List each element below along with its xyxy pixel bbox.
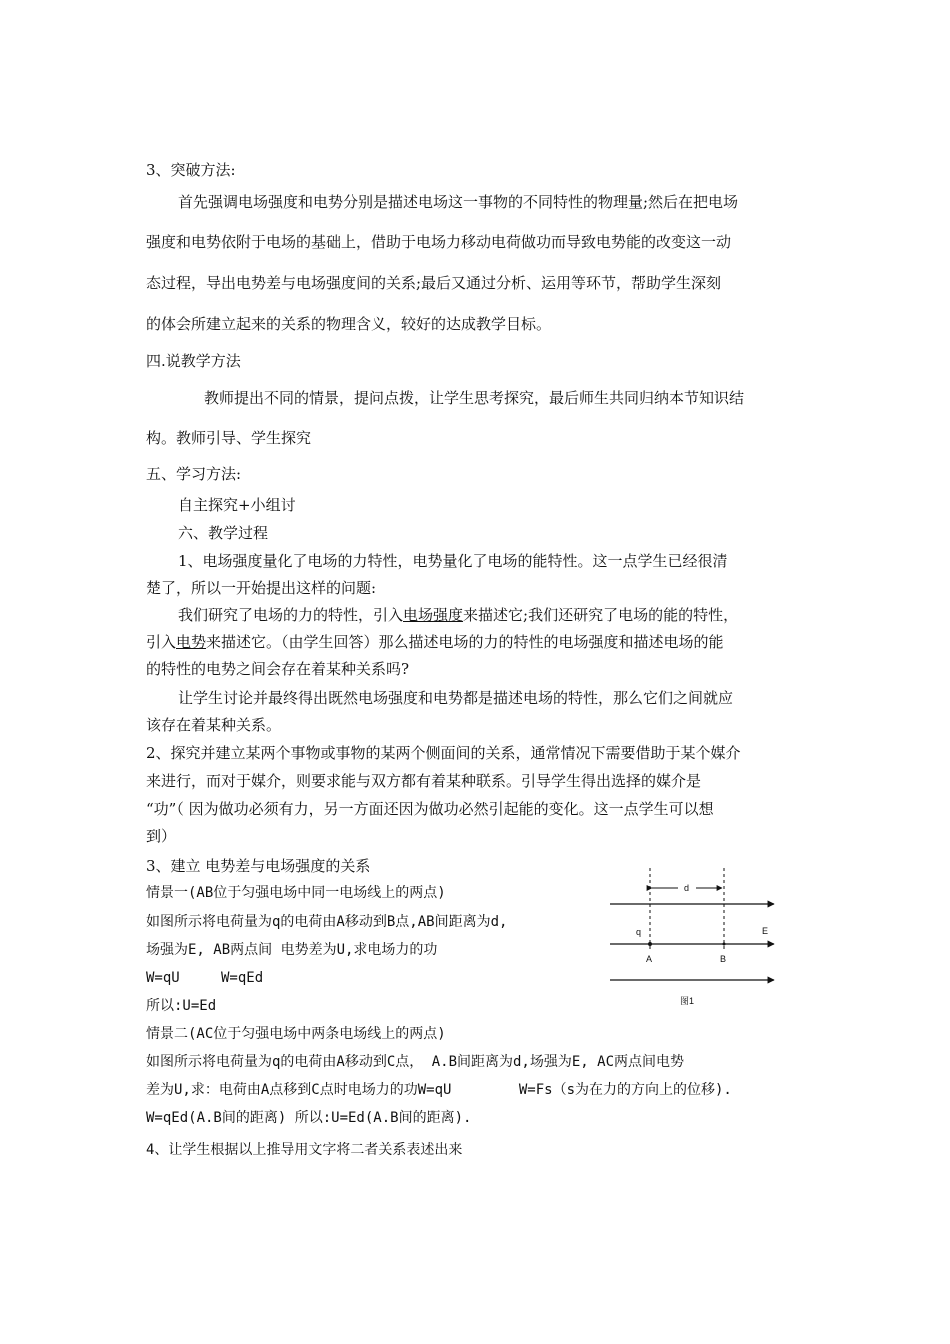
item2-line-4: 到） bbox=[146, 827, 177, 845]
question-line-2-end: 来描述它。（由学生回答）那么描述电场的力的特性的电场强度和描述电场的能 bbox=[206, 633, 724, 651]
discussion-line-1: 让学生讨论并最终得出既然电场强度和电势都是描述电场的特性，那么它们之间就应 bbox=[178, 689, 734, 707]
case1-line-2: 场强为E, AB两点间 电势差为U,求电场力的功 bbox=[146, 942, 438, 958]
section4-heading: 四.说教学方法 bbox=[146, 352, 241, 370]
section3-paragraph-line-3: 态过程，导出电势差与电场强度间的关系;最后又通过分析、运用等环节，帮助学生深刻 bbox=[146, 274, 722, 292]
section3-paragraph-line-2: 强度和电势依附于电场的基础上，借助于电场力移动电荷做功而导致电势能的改变这一动 bbox=[146, 233, 732, 251]
label-B: B bbox=[720, 954, 727, 964]
section4-paragraph-line-1: 教师提出不同的情景，提问点拨，让学生思考探究，最后师生共同归纳本节知识结 bbox=[204, 389, 745, 407]
case1-equation-1: W=qU bbox=[146, 970, 180, 986]
question-line-2-start: 引入 bbox=[146, 633, 177, 651]
point-b-marker bbox=[723, 943, 726, 946]
point-a-marker bbox=[648, 942, 652, 946]
section5-heading: 五、学习方法: bbox=[146, 465, 242, 483]
question-line-1-end: 来描述它;我们还研究了电场的能的特性， bbox=[463, 606, 739, 624]
figure-caption: 图1 bbox=[680, 996, 695, 1006]
case2-title: 情景二(AC位于匀强电场中两条电场线上的两点) bbox=[146, 1026, 446, 1042]
underlined-term-potential: 电势 bbox=[176, 633, 207, 651]
item1-line-2: 楚了，所以一开始提出这样的问题: bbox=[146, 579, 377, 597]
section5-paragraph: 自主探究+小组讨 bbox=[178, 496, 296, 514]
case1-title: 情景一(AB位于匀强电场中同一电场线上的两点) bbox=[146, 885, 446, 901]
case1-result: 所以:U=Ed bbox=[146, 998, 217, 1014]
item1-line-1: 1、电场强度量化了电场的力特性，电势量化了电场的能特性。这一点学生已经很清 bbox=[178, 552, 728, 570]
case1-equation-2: W=qEd bbox=[221, 970, 264, 986]
case2-line-3: W=qEd(A.B间的距离) 所以:U=Ed(A.B间的距离). bbox=[146, 1110, 472, 1126]
label-E: E bbox=[762, 926, 769, 936]
item4-line: 4、让学生根据以上推导用文字将二者关系表述出来 bbox=[146, 1142, 463, 1158]
label-d: d bbox=[684, 883, 690, 893]
item2-line-1: 2、探究并建立某两个事物或事物的某两个侧面间的关系，通常情况下需要借助于某个媒介 bbox=[146, 744, 741, 762]
electric-field-diagram bbox=[606, 862, 782, 1018]
section3-paragraph-line-1: 首先强调电场强度和电势分别是描述电场这一事物的不同特性的物理量;然后在把电场 bbox=[178, 193, 739, 211]
case2-line-1: 如图所示将电荷量为q的电荷由A移动到C点， A.B间距离为d,场强为E, AC两点间电势 bbox=[146, 1054, 685, 1070]
question-line-1 bbox=[178, 605, 738, 625]
case1-line-1: 如图所示将电荷量为q的电荷由A移动到B点,AB间距离为d, bbox=[146, 914, 508, 930]
underlined-term-field-strength: 电场强度 bbox=[403, 606, 464, 624]
section4-paragraph-line-2: 构。教师引导、学生探究 bbox=[146, 429, 312, 447]
label-A: A bbox=[646, 954, 653, 964]
case2-line-2: 差为U,求：电荷由A点移到C点时电场力的功W=qU W=Fs（s为在力的方向上的位移). bbox=[146, 1082, 732, 1098]
section3-heading: 3、突破方法: bbox=[146, 161, 236, 179]
question-line-3: 的特性的电势之间会存在着某种关系吗? bbox=[146, 660, 410, 678]
discussion-line-2: 该存在着某种关系。 bbox=[146, 716, 282, 734]
section6-heading: 六、教学过程 bbox=[178, 524, 269, 542]
section3-paragraph-line-4: 的体会所建立起来的关系的物理含义，较好的达成教学目标。 bbox=[146, 315, 552, 333]
label-q: q bbox=[636, 927, 642, 937]
item2-line-2: 来进行，而对于媒介，则要求能与双方都有着某种联系。引导学生得出选择的媒介是 bbox=[146, 772, 702, 790]
question-line-1-start: 我们研究了电场的力的特性，引入 bbox=[178, 606, 404, 624]
item2-line-3: “功”（ 因为做功必须有力，另一方面还因为做功必然引起能的变化。这一点学生可以想 bbox=[146, 800, 714, 818]
item3-heading: 3、建立 电势差与电场强度的关系 bbox=[146, 857, 371, 875]
question-line-2 bbox=[146, 632, 724, 652]
